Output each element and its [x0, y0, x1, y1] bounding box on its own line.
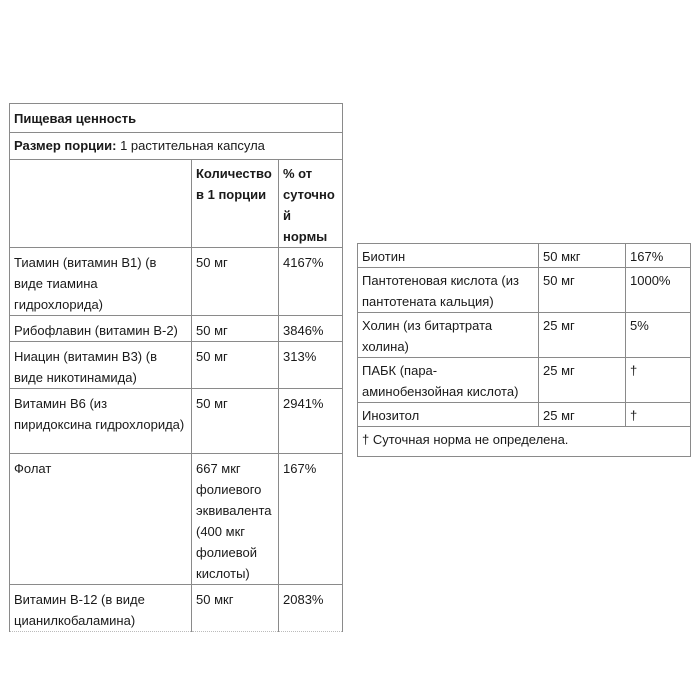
nutrient-amount: 50 мг: [192, 316, 279, 342]
nutrient-daily-value: 167%: [279, 454, 343, 585]
nutrient-name: Биотин: [358, 244, 539, 268]
nutrient-name: Холин (из битартрата холина): [358, 313, 539, 358]
table-row: [10, 316, 343, 342]
serving-size-row: [10, 133, 343, 160]
table-row: [10, 454, 343, 585]
table-title-row: [10, 104, 343, 133]
nutrient-daily-value: 2941%: [279, 389, 343, 454]
table-row: [10, 585, 343, 632]
header-nutrient: [10, 160, 192, 248]
table-title: Пищевая ценность: [10, 104, 343, 133]
nutrient-daily-value: †: [626, 403, 691, 427]
footnote: † Суточная норма не определена.: [358, 427, 691, 457]
nutrient-amount: 25 мг: [539, 313, 626, 358]
table-row: [10, 389, 343, 454]
nutrient-amount: 50 мг: [192, 248, 279, 316]
table-row: [358, 358, 691, 403]
nutrition-facts-table-left: [9, 103, 343, 632]
nutrient-daily-value: 3846%: [279, 316, 343, 342]
nutrient-name: Рибофлавин (витамин B-2): [10, 316, 192, 342]
nutrient-amount: 25 мг: [539, 403, 626, 427]
nutrient-name: Фолат: [10, 454, 192, 585]
header-daily-value: % от суточной нормы: [279, 160, 343, 248]
nutrient-name: Витамин B6 (из пиридоксина гидрохлорида): [10, 389, 192, 454]
nutrient-amount: 50 мг: [192, 342, 279, 389]
nutrient-amount: 50 мг: [539, 268, 626, 313]
nutrient-amount: 50 мг: [192, 389, 279, 454]
nutrient-name: ПАБК (пара-аминобензойная кислота): [358, 358, 539, 403]
footnote-row: [358, 427, 691, 457]
table-header-row: [10, 160, 343, 248]
nutrient-daily-value: †: [626, 358, 691, 403]
nutrient-daily-value: 2083%: [279, 585, 343, 632]
nutrient-daily-value: 167%: [626, 244, 691, 268]
table-row: [358, 313, 691, 358]
nutrient-name: Тиамин (витамин B1) (в виде тиамина гидрохлорида): [10, 248, 192, 316]
nutrient-amount: 50 мкг: [192, 585, 279, 632]
serving-size-label: Размер порции:: [14, 138, 117, 153]
table-row: [358, 268, 691, 313]
nutrient-daily-value: 4167%: [279, 248, 343, 316]
nutrient-daily-value: 1000%: [626, 268, 691, 313]
nutrient-daily-value: 5%: [626, 313, 691, 358]
nutrient-name: Пантотеновая кислота (из пантотената кальция): [358, 268, 539, 313]
nutrient-amount: 50 мкг: [539, 244, 626, 268]
table-row: [10, 248, 343, 316]
nutrient-amount: 667 мкг фолиевого эквивалента (400 мкг фолиевой кислоты): [192, 454, 279, 585]
nutrient-name: Инозитол: [358, 403, 539, 427]
nutrient-name: Ниацин (витамин B3) (в виде никотинамида): [10, 342, 192, 389]
nutrient-amount: 25 мг: [539, 358, 626, 403]
table-row: [358, 403, 691, 427]
table-row: [10, 342, 343, 389]
nutrition-facts-table-right: [357, 243, 691, 457]
table-row: [358, 244, 691, 268]
header-amount: Количество в 1 порции: [192, 160, 279, 248]
serving-size-cell: [10, 133, 343, 160]
nutrient-name: Витамин B-12 (в виде цианилкобаламина): [10, 585, 192, 632]
nutrient-daily-value: 313%: [279, 342, 343, 389]
serving-size-value: 1 растительная капсула: [116, 138, 265, 153]
